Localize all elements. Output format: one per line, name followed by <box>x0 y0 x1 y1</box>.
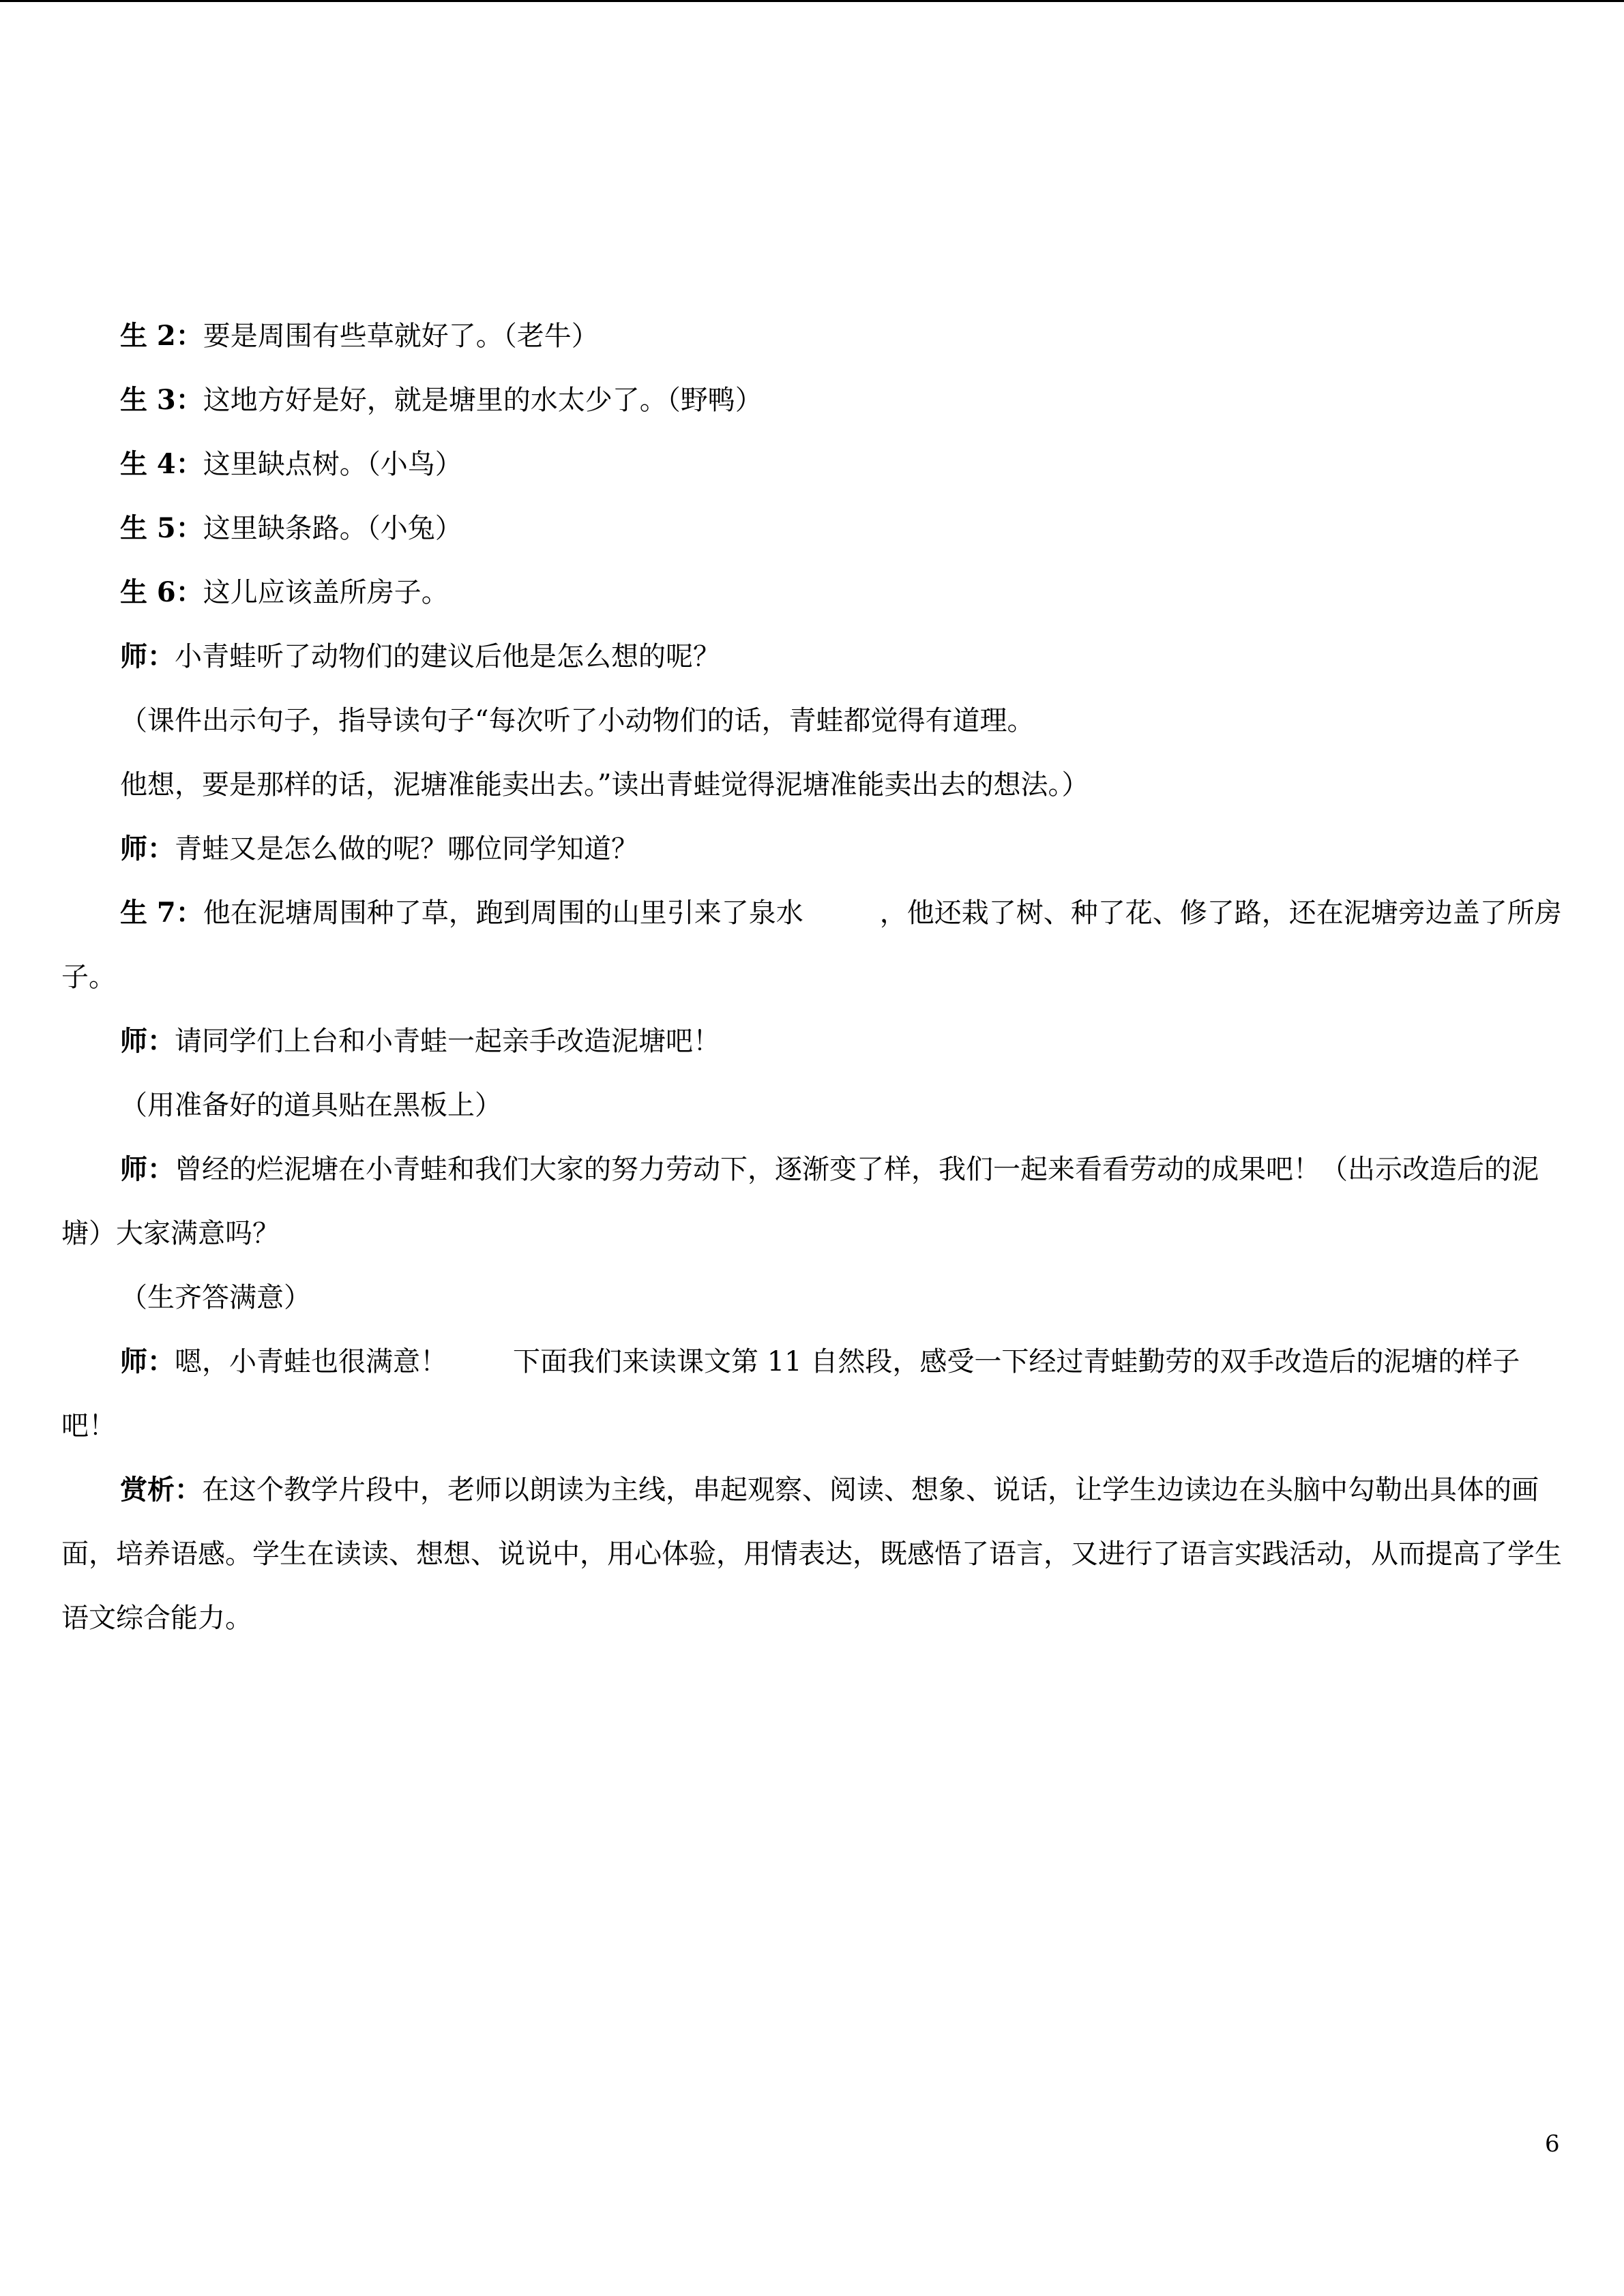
dialogue-text: 他在泥塘周围种了草，跑到周围的山里引来了泉水 <box>203 897 803 929</box>
dialogue-text: 这里缺条路。（小兔） <box>203 513 462 544</box>
dialogue-text: 嗯，小青蛙也很满意！ <box>175 1346 447 1377</box>
dialogue-line-student-4 <box>61 432 1565 496</box>
document-body <box>61 304 1565 1650</box>
page-number: 6 <box>1545 2130 1560 2158</box>
dialogue-text: 请同学们上台和小青蛙一起亲手改造泥塘吧！ <box>175 1026 720 1057</box>
dialogue-text: 曾经的烂泥塘在小青蛙和我们大家的努力劳动下，逐渐变了样，我们一起来看看劳动的成果吧！（出示改造后的泥塘）大家满意吗？ <box>61 1154 1539 1249</box>
speaker-label: 生 7： <box>120 897 203 929</box>
dialogue-line-student-7 <box>61 881 1565 1009</box>
dialogue-line-teacher <box>61 625 1565 689</box>
dialogue-line-teacher <box>61 817 1565 881</box>
dialogue-text: 这地方好是好，就是塘里的水太少了。（野鸭） <box>203 385 763 416</box>
stage-direction <box>61 689 1565 753</box>
speaker-label: 师： <box>120 833 175 865</box>
top-border-line <box>0 0 1624 2</box>
dialogue-line-teacher <box>61 1137 1565 1266</box>
dialogue-line-student-5 <box>61 496 1565 561</box>
stage-direction <box>61 1266 1565 1330</box>
dialogue-line-student-3 <box>61 368 1565 432</box>
stage-direction <box>61 1073 1565 1137</box>
commentary-label: 赏析： <box>120 1474 202 1506</box>
direction-text: （课件出示句子，指导读句子“每次听了小动物们的话，青蛙都觉得有道理。 <box>120 705 1035 736</box>
commentary-text: 在这个教学片段中，老师以朗读为主线，串起观察、阅读、想象、说话，让学生边读边在头脑中勾勒出具体的画面，培养语感。学生在读读、想想、说说中，用心体验，用情表达，既感悟了语言，又进行了语言实践活动，从而提高了学生语文综合能力。 <box>61 1474 1562 1634</box>
dialogue-text-continued: 下面我们来读课文第 11 自然段，感受一下经过青蛙勤劳的双手改造后的泥塘的样子吧！ <box>61 1346 1520 1442</box>
dialogue-line-student-2 <box>61 304 1565 368</box>
dialogue-text: 小青蛙听了动物们的建议后他是怎么想的呢？ <box>175 641 720 672</box>
speaker-label: 生 3： <box>120 384 203 416</box>
dialogue-text: 这里缺点树。（小鸟） <box>203 449 462 480</box>
stage-direction-continued <box>61 753 1565 817</box>
dialogue-text: 要是周围有些草就好了。（老牛） <box>203 320 599 352</box>
speaker-label: 师： <box>120 1345 175 1377</box>
speaker-label: 师： <box>120 1153 175 1185</box>
commentary-paragraph <box>61 1458 1565 1650</box>
speaker-label: 生 6： <box>120 576 203 608</box>
dialogue-line-teacher <box>61 1330 1565 1458</box>
speaker-label: 生 2： <box>120 320 203 352</box>
dialogue-line-student-6 <box>61 561 1565 625</box>
dialogue-line-teacher <box>61 1009 1565 1073</box>
speaker-label: 生 5： <box>120 512 203 544</box>
speaker-label: 师： <box>120 1025 175 1057</box>
direction-text: （用准备好的道具贴在黑板上） <box>120 1090 502 1121</box>
speaker-label: 师： <box>120 640 175 672</box>
dialogue-text: 青蛙又是怎么做的呢？哪位同学知道？ <box>175 833 638 865</box>
dialogue-text: 这儿应该盖所房子。 <box>203 577 449 608</box>
direction-text: （生齐答满意） <box>120 1282 311 1313</box>
speaker-label: 生 4： <box>120 448 203 480</box>
dialogue-text-continued: ，他还栽了树、种了花、修了路，还在泥塘旁边盖了所房子。 <box>61 897 1562 993</box>
direction-text: 他想，要是那样的话，泥塘准能卖出去。”读出青蛙觉得泥塘准能卖出去的想法。） <box>120 769 1089 801</box>
